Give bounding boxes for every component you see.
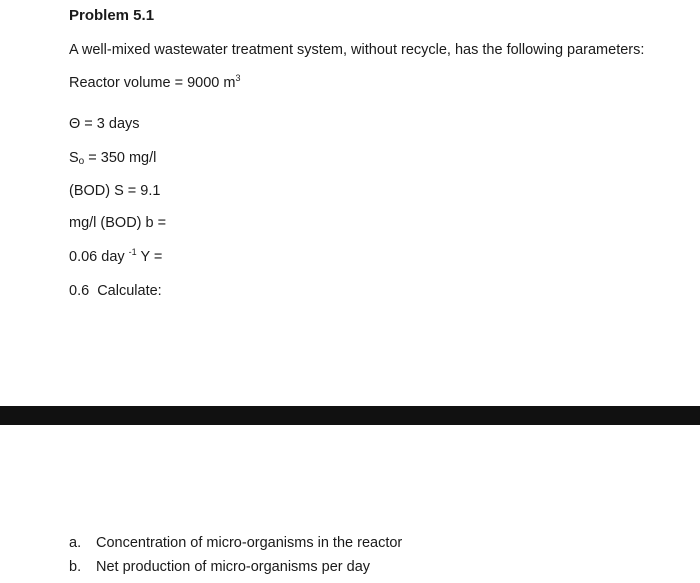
y-line-before: 0.06 day bbox=[69, 249, 129, 265]
question-b-marker: b. bbox=[69, 559, 82, 575]
divider-bar bbox=[0, 406, 700, 425]
theta-line: Θ = 3 days bbox=[69, 116, 140, 132]
y-line bbox=[69, 249, 162, 265]
question-a bbox=[69, 535, 402, 551]
problem-intro: A well-mixed wastewater treatment system, without recycle, has the following parameters: bbox=[69, 42, 645, 58]
y-line-exponent: -1 bbox=[128, 247, 137, 257]
bod-b-line: mg/l (BOD) b = bbox=[69, 215, 167, 231]
question-a-text: Concentration of micro-organisms in the reactor bbox=[96, 535, 403, 551]
bod-s-line: (BOD) S = 9.1 bbox=[69, 183, 161, 199]
reactor-volume-exponent: 3 bbox=[235, 73, 241, 83]
y-line-after: Y = bbox=[136, 249, 163, 265]
question-b-text: Net production of micro-organisms per day bbox=[96, 559, 371, 575]
reactor-volume-text: Reactor volume = 9000 m bbox=[69, 75, 236, 91]
question-a-marker: a. bbox=[69, 535, 82, 551]
calculate-line: 0.6 Calculate: bbox=[69, 283, 162, 299]
so-subscript: o bbox=[78, 156, 85, 167]
reactor-volume-line bbox=[69, 75, 240, 91]
so-line bbox=[69, 150, 156, 166]
so-rest: = 350 mg/l bbox=[84, 150, 157, 166]
question-b bbox=[69, 559, 370, 575]
so-base: S bbox=[69, 150, 79, 166]
problem-title: Problem 5.1 bbox=[69, 7, 155, 24]
